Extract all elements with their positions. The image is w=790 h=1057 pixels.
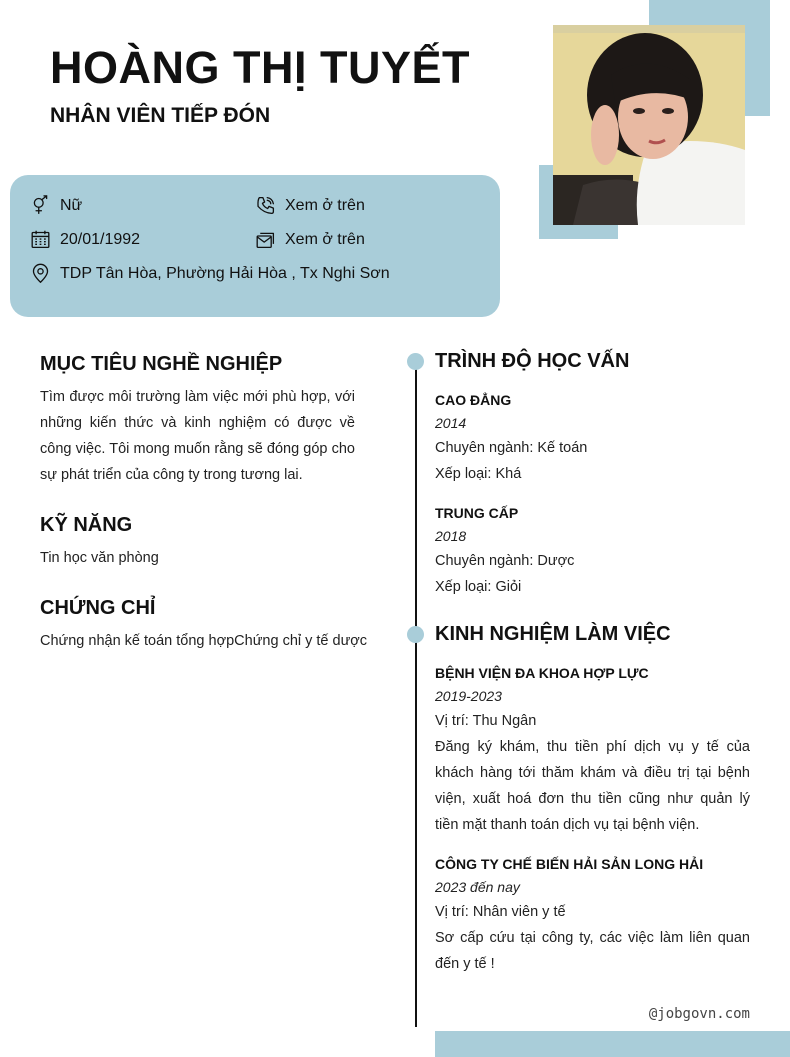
certificates-heading: CHỨNG CHỈ <box>40 597 156 619</box>
education-heading: TRÌNH ĐỘ HỌC VẤN <box>435 350 630 372</box>
experience-heading: KINH NGHIỆM LÀM VIỆC <box>435 623 671 645</box>
mail-icon <box>255 229 276 250</box>
education-grade: Xếp loại: Khá <box>435 466 522 482</box>
experience-company: CÔNG TY CHẾ BIẾN HẢI SẢN LONG HẢI <box>435 856 704 872</box>
timeline-line <box>415 362 417 1027</box>
job-title: NHÂN VIÊN TIẾP ĐÓN <box>50 104 271 127</box>
candidate-name: HOÀNG THỊ TUYẾT <box>50 42 470 93</box>
education-year: 2014 <box>435 415 467 431</box>
experience-position: Vị trí: Nhân viên y tế <box>435 904 566 920</box>
education-major: Chuyên ngành: Kế toán <box>435 440 588 456</box>
birthday-text: 20/01/1992 <box>60 230 141 248</box>
watermark: @jobgovn.com <box>648 1006 750 1022</box>
education-school: TRUNG CẤP <box>435 505 519 521</box>
email-text: Xem ở trên <box>285 230 365 248</box>
education-school: CAO ĐẲNG <box>435 392 512 408</box>
objective-text: Tìm được môi trường làm việc mới phù hợp, với những kiến thức và kinh nghiệm có được về công việc. Tôi mong muốn rằng sẽ đóng góp cho sự phát triển của công ty trong tương lai. <box>40 389 355 483</box>
experience-period: 2019-2023 <box>435 688 502 704</box>
contact-gender <box>30 195 82 216</box>
skills-text: Tin học văn phòng <box>40 550 159 566</box>
education-grade: Xếp loại: Giỏi <box>435 579 522 595</box>
certificates-text: Chứng nhận kế toán tổng hợpChứng chỉ y tế dược <box>40 633 368 649</box>
objective-heading: MỤC TIÊU NGHỀ NGHIỆP <box>40 353 283 375</box>
address-text: TDP Tân Hòa, Phường Hải Hòa , Tx Nghi Sơn <box>60 264 390 282</box>
phone-text: Xem ở trên <box>285 196 365 214</box>
education-year: 2018 <box>435 528 467 544</box>
contact-phone <box>255 195 365 216</box>
calendar-icon <box>30 229 51 250</box>
contact-address <box>30 263 390 284</box>
experience-position: Vị trí: Thu Ngân <box>435 713 537 729</box>
skills-heading: KỸ NĂNG <box>40 514 133 536</box>
experience-description: Sơ cấp cứu tại công ty, các việc làm liên quan đến y tế ! <box>435 930 750 972</box>
contact-birthday <box>30 229 140 250</box>
experience-company: BỆNH VIỆN ĐA KHOA HỢP LỰC <box>435 665 649 681</box>
phone-icon <box>255 195 276 216</box>
education-major: Chuyên ngành: Dược <box>435 553 575 569</box>
profile-photo <box>553 25 745 225</box>
location-pin-icon <box>30 263 51 284</box>
contact-email <box>255 229 365 250</box>
gender-icon <box>30 195 51 216</box>
decor-block-bottom <box>435 1031 790 1057</box>
gender-text: Nữ <box>60 196 83 214</box>
timeline-dot-education <box>407 353 424 370</box>
experience-period: 2023 đến nay <box>435 879 520 895</box>
timeline-dot-experience <box>407 626 424 643</box>
experience-description: Đăng ký khám, thu tiền phí dịch vụ y tế của khách hàng tới thăm khám và điều trị tại bệnh viện, xuất hoá đơn thu tiền cũng như quản lý tiền mặt thanh toán dịch vụ tại bệnh viện. <box>435 739 750 833</box>
